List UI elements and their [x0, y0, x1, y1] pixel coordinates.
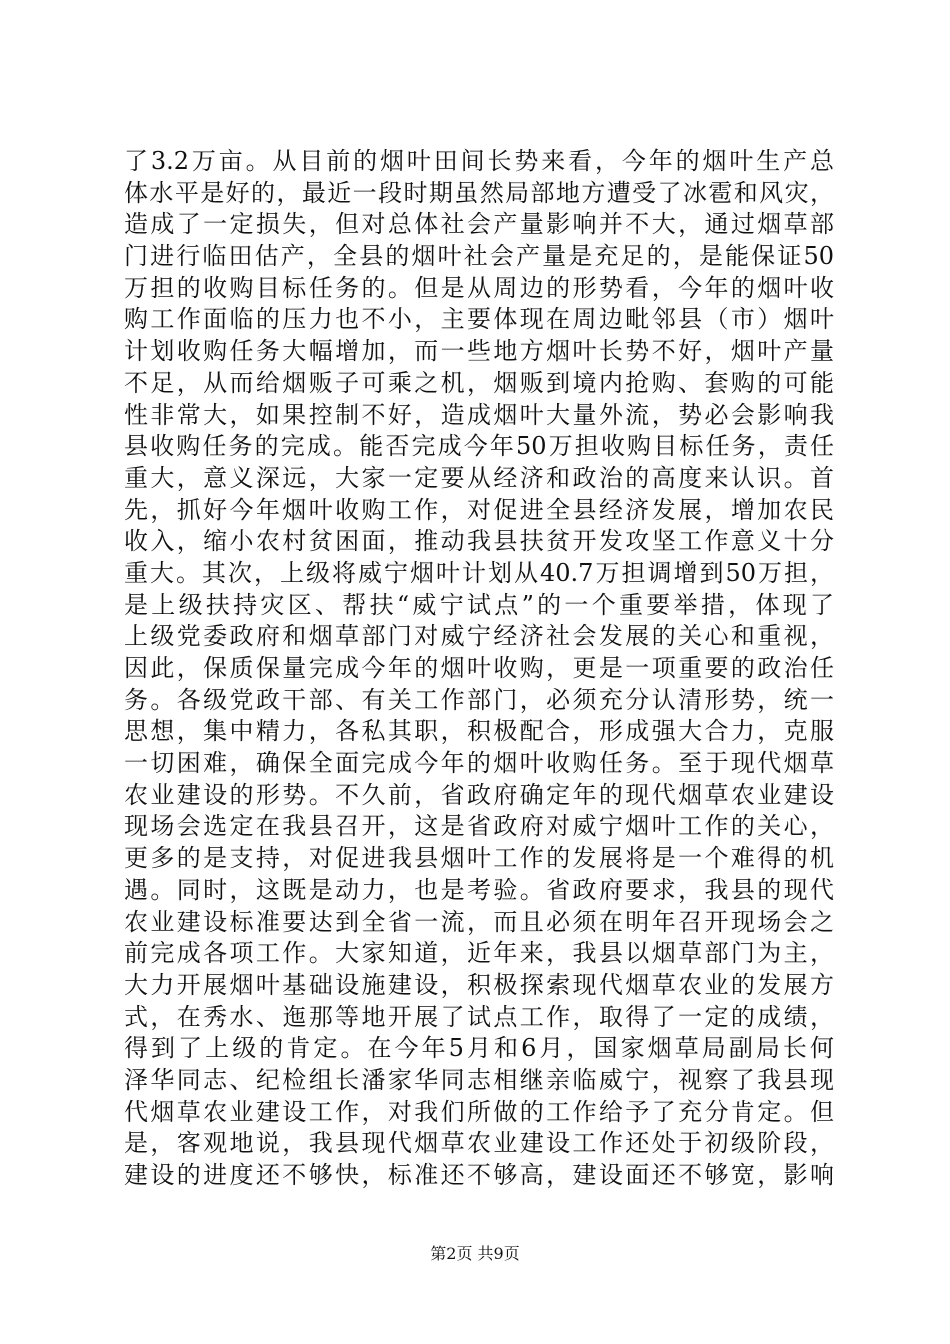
- text-line: 建设的进度还不够快，标准还不够高，建设面还不够宽，影响: [124, 1161, 834, 1189]
- text-line: 是，客观地说，我县现代烟草农业建设工作还处于初级阶段，: [124, 1129, 834, 1158]
- text-line: 门进行临田估产，全县的烟叶社会产量是充足的，是能保证50: [124, 242, 834, 271]
- text-line: 思想，集中精力，各私其职，积极配合，形成强大合力，克服: [124, 717, 834, 746]
- text-line: 得到了上级的肯定。在今年5月和6月，国家烟草局副局长何: [124, 1034, 834, 1063]
- body-text: [124, 146, 834, 1192]
- text-line: 购工作面临的压力也不小，主要体现在周边毗邻县（市）烟叶: [124, 305, 834, 334]
- text-line: 万担的收购目标任务的。但是从周边的形势看，今年的烟叶收: [124, 273, 834, 302]
- text-line: 大力开展烟叶基础设施建设，积极探索现代烟草农业的发展方: [124, 970, 834, 999]
- text-line: 是上级扶持灾区、帮扶“威宁试点”的一个重要举措，体现了: [124, 590, 834, 619]
- text-line: 重大，意义深远，大家一定要从经济和政治的高度来认识。首: [124, 463, 834, 492]
- text-line: 重大。其次，上级将威宁烟叶计划从40.7万担调增到50万担，: [124, 558, 834, 587]
- text-line: 因此，保质保量完成今年的烟叶收购，更是一项重要的政治任: [124, 654, 834, 682]
- text-line: 前完成各项工作。大家知道，近年来，我县以烟草部门为主，: [124, 939, 834, 968]
- text-line: 农业建设标准要达到全省一流，而且必须在明年召开现场会之: [124, 907, 834, 936]
- text-line: 造成了一定损失，但对总体社会产量影响并不大，通过烟草部: [124, 210, 834, 239]
- text-line: 代烟草农业建设工作，对我们所做的工作给予了充分肯定。但: [124, 1097, 834, 1126]
- text-line: 性非常大，如果控制不好，造成烟叶大量外流，势必会影响我: [124, 400, 834, 429]
- text-line: 计划收购任务大幅增加，而一些地方烟叶长势不好，烟叶产量: [124, 337, 834, 366]
- text-line: 不足，从而给烟贩子可乘之机，烟贩到境内抢购、套购的可能: [124, 368, 834, 397]
- text-line: 收入，缩小农村贫困面，推动我县扶贫开发攻坚工作意义十分: [124, 527, 834, 556]
- text-line: 体水平是好的，最近一段时期虽然局部地方遭受了冰雹和风灾，: [124, 178, 834, 207]
- text-line: 农业建设的形势。不久前，省政府确定年的现代烟草农业建设: [124, 780, 834, 809]
- text-line: 务。各级党政干部、有关工作部门，必须充分认清形势，统一: [124, 685, 834, 714]
- text-line: 遇。同时，这既是动力，也是考验。省政府要求，我县的现代: [124, 875, 834, 904]
- text-line: 更多的是支持，对促进我县烟叶工作的发展将是一个难得的机: [124, 844, 834, 873]
- text-line: 了3.2万亩。从目前的烟叶田间长势来看，今年的烟叶生产总: [124, 147, 834, 175]
- text-line: 先，抓好今年烟叶收购工作，对促进全县经济发展，增加农民: [124, 495, 834, 524]
- text-line: 县收购任务的完成。能否完成今年50万担收购目标任务，责任: [124, 432, 834, 461]
- text-line: 现场会选定在我县召开，这是省政府对威宁烟叶工作的关心，: [124, 812, 834, 841]
- page-footer: 第2页 共9页: [430, 1244, 520, 1263]
- text-line: 泽华同志、纪检组长潘家华同志相继亲临威宁，视察了我县现: [124, 1065, 834, 1094]
- text-line: 式，在秀水、迤那等地开展了试点工作，取得了一定的成绩，: [124, 1002, 834, 1031]
- text-line: 上级党委政府和烟草部门对威宁经济社会发展的关心和重视，: [124, 622, 834, 651]
- text-line: 一切困难，确保全面完成今年的烟叶收购任务。至于现代烟草: [124, 749, 834, 778]
